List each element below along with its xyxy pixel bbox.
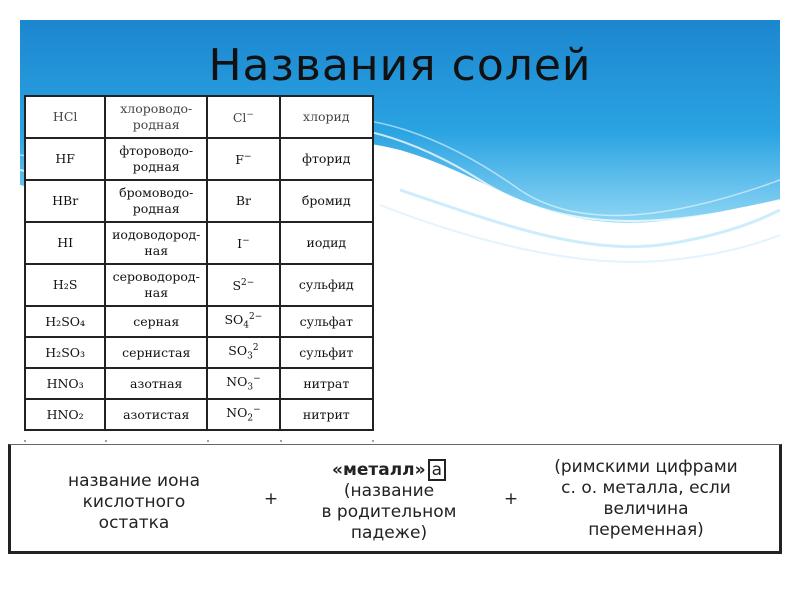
formula-part-metal <box>309 459 469 544</box>
metal-word: «металл» <box>331 460 426 480</box>
plus-sign: + <box>263 489 279 509</box>
anion-charge: 2− <box>241 278 255 289</box>
anion-base: I <box>237 236 243 252</box>
anion-base: SO <box>224 312 244 328</box>
anion-formula <box>207 368 279 399</box>
anion-base: NO <box>226 374 248 390</box>
acid-name: бромоводо- родная <box>105 180 207 222</box>
anion-charge: − <box>246 110 254 121</box>
table-row <box>25 138 373 180</box>
formula-part-metal-note: (название в родительном падеже) <box>321 481 457 543</box>
anion-subscript: 3 <box>247 351 253 362</box>
table-row <box>25 180 373 222</box>
plus-sign-2: + <box>503 489 519 509</box>
table-row <box>25 368 373 399</box>
anion-formula <box>207 399 279 430</box>
anion-charge: − <box>253 374 261 385</box>
metal-ending-box: а <box>428 459 446 481</box>
naming-formula-box <box>8 444 782 554</box>
table-row <box>25 264 373 306</box>
salt-name: нитрит <box>280 399 373 430</box>
anion-base: Cl <box>232 110 247 126</box>
salt-name: сульфит <box>280 337 373 368</box>
acid-name: сероводород- ная <box>105 264 207 306</box>
anion-charge: − <box>243 152 252 163</box>
acid-formula: HNO₂ <box>25 399 105 430</box>
formula-part-oxidation-state <box>541 457 751 541</box>
acid-name: азотная <box>105 368 207 399</box>
table-row <box>25 337 373 368</box>
anion-subscript: 3 <box>247 382 254 393</box>
table-row <box>25 399 373 430</box>
table-row <box>25 222 373 264</box>
salt-name: нитрат <box>280 368 373 399</box>
salt-name: хлорид <box>280 96 373 138</box>
anion-base: F <box>235 152 244 168</box>
table-row <box>25 306 373 337</box>
salt-name: бромид <box>280 180 373 222</box>
anion-base: Br <box>235 193 251 208</box>
anion-charge: 2 <box>252 343 259 354</box>
table-row <box>25 96 373 138</box>
salt-name: фторид <box>280 138 373 180</box>
anion-formula <box>207 264 279 306</box>
anion-charge: 2− <box>249 312 263 323</box>
acid-formula: HNO₃ <box>25 368 105 399</box>
formula-part-anion-name <box>39 471 229 534</box>
anion-formula <box>207 96 279 138</box>
acid-name: хлороводо- родная <box>105 96 207 138</box>
anion-subscript: 2 <box>247 413 254 424</box>
acid-formula: H₂SO₃ <box>25 337 105 368</box>
acid-name: азотистая <box>105 399 207 430</box>
acid-formula: H₂S <box>25 264 105 306</box>
acid-name: иодоводород- ная <box>105 222 207 264</box>
anion-base: NO <box>226 405 248 421</box>
anion-subscript: 4 <box>243 320 250 331</box>
slide-title: Названия солей <box>208 40 592 91</box>
acid-formula: HI <box>25 222 105 264</box>
acid-name: серная <box>105 306 207 337</box>
acid-formula: HF <box>25 138 105 180</box>
salt-name: сульфид <box>280 264 373 306</box>
salt-name: иодид <box>280 222 373 264</box>
anion-formula <box>207 138 279 180</box>
acid-formula: H₂SO₄ <box>25 306 105 337</box>
anion-formula <box>207 180 279 222</box>
formula-part-anion-text: название иона кислотного остатка <box>67 471 200 533</box>
salt-name: сульфат <box>280 306 373 337</box>
acid-formula: HBr <box>25 180 105 222</box>
formula-part-oxidation-text: (римскими цифрами с. о. металла, если величина переменная) <box>554 457 738 540</box>
anion-formula <box>207 222 279 264</box>
salts-table <box>24 95 374 431</box>
anion-charge: − <box>242 236 250 247</box>
anion-base: S <box>232 278 242 294</box>
anion-formula <box>207 337 279 368</box>
anion-charge: − <box>253 405 261 416</box>
anion-formula <box>207 306 279 337</box>
acid-name: фтороводо- родная <box>105 138 207 180</box>
acid-formula: HCl <box>25 96 105 138</box>
anion-base: SO <box>228 343 248 359</box>
acid-name: сернистая <box>105 337 207 368</box>
